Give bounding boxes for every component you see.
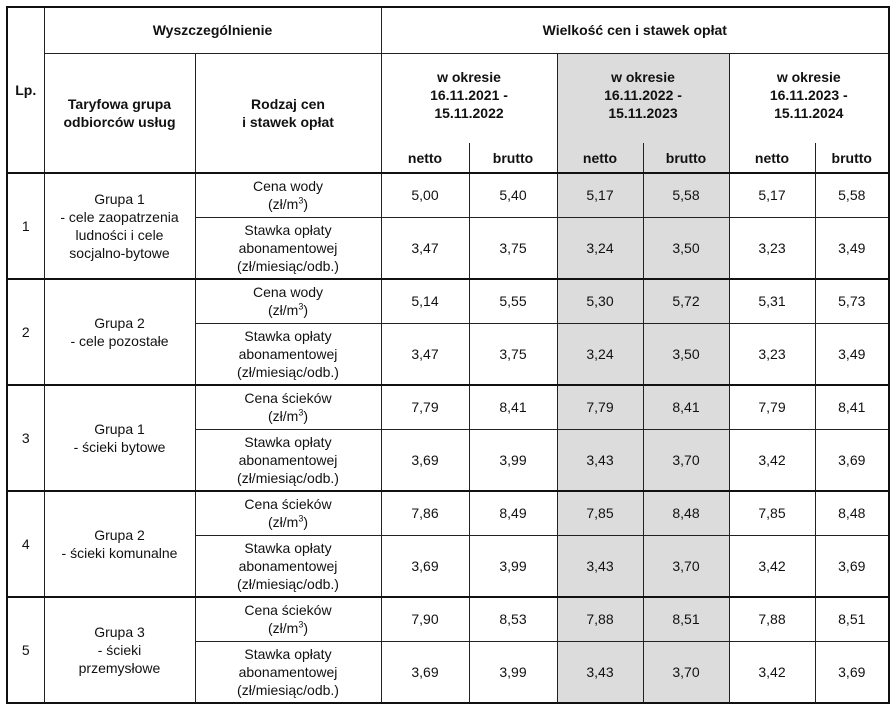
value-netto: 5,30 [557,279,643,323]
unit-text: (zł/m [267,514,299,531]
tariff-table-container [6,6,890,704]
value-netto: 3,23 [729,217,815,279]
header-taryfowa-line: odbiorców usług [63,113,176,130]
group-line: - cele pozostałe [70,333,169,349]
header-taryfowa-grupa [44,53,195,173]
header-period-1 [381,53,557,143]
period-line: 15.11.2023 [608,104,678,121]
value-netto: 3,43 [557,641,643,703]
unit-line [198,301,379,319]
value-brutto: 3,70 [643,429,729,491]
value-brutto: 3,70 [643,535,729,597]
row-lp: 3 [7,385,44,491]
group-line: Grupa 1 [94,421,145,437]
value-netto: 3,23 [729,323,815,385]
group-line: - ścieki bytowe [73,439,166,455]
value-brutto: 5,58 [643,173,729,217]
value-brutto: 3,49 [815,217,889,279]
price-label [195,491,381,535]
label-line: Cena wody [252,178,324,195]
unit-text: (zł/m [267,408,299,425]
row-lp: 2 [7,279,44,385]
value-brutto: 3,69 [815,429,889,491]
value-brutto: 5,55 [469,279,557,323]
group-line: Grupa 3 [94,624,145,640]
value-netto: 7,79 [557,385,643,429]
value-brutto: 3,75 [469,217,557,279]
group-line: Grupa 2 [94,527,145,543]
fee-label [195,641,381,703]
row-group [44,279,195,385]
period-line: 15.11.2022 [434,104,504,121]
label-line: (zł/miesiąc/odb.) [237,363,339,380]
value-brutto: 3,69 [815,641,889,703]
group-line: ludności i cele [75,227,164,243]
group-line: - cele zaopatrzenia [60,209,179,225]
label-line: Stawka opłaty [244,539,332,556]
header-period-2 [557,53,729,143]
unit-line [198,195,379,213]
value-netto: 5,17 [729,173,815,217]
value-netto: 5,14 [381,279,469,323]
row-lp: 1 [7,173,44,279]
label-line: (zł/miesiąc/odb.) [237,575,339,592]
value-netto: 5,17 [557,173,643,217]
period-line: 16.11.2023 - [769,86,848,103]
value-netto: 7,88 [557,597,643,641]
value-netto: 3,43 [557,535,643,597]
value-netto: 3,47 [381,217,469,279]
price-label [195,279,381,323]
fee-label [195,323,381,385]
group-line: Grupa 2 [94,315,145,331]
group-line: socjalno-bytowe [69,245,170,261]
unit-text: (zł/m [267,196,299,213]
header-rodzaj-line: i stawek opłat [242,113,334,130]
fee-label [195,429,381,491]
table-body [7,173,889,703]
row-group [44,491,195,597]
table-row [7,173,889,217]
label-line: Stawka opłaty [244,433,332,450]
header-rodzaj-cen [195,53,381,173]
unit-exponent: 3 [298,513,304,524]
group-line: przemysłowe [78,660,161,676]
unit-line [198,513,379,531]
value-brutto: 3,50 [643,217,729,279]
period-line: w okresie [776,68,841,85]
label-line: abonamentowej [238,557,338,574]
value-brutto: 3,99 [469,535,557,597]
value-netto: 3,24 [557,323,643,385]
header-netto: netto [729,143,815,173]
value-brutto: 8,51 [815,597,889,641]
unit-close: ) [303,620,308,637]
value-netto: 3,47 [381,323,469,385]
value-netto: 3,69 [381,429,469,491]
value-brutto: 3,69 [815,535,889,597]
value-netto: 3,42 [729,641,815,703]
header-taryfowa-line: Taryfowa grupa [67,95,172,112]
header-netto: netto [381,143,469,173]
value-brutto: 3,99 [469,641,557,703]
value-brutto: 3,50 [643,323,729,385]
label-line: abonamentowej [238,663,338,680]
header-rodzaj-line: Rodzaj cen [251,95,325,112]
price-label [195,173,381,217]
value-brutto: 8,41 [815,385,889,429]
row-lp: 4 [7,491,44,597]
group-line: - ścieki [97,642,142,658]
value-netto: 3,69 [381,641,469,703]
value-netto: 7,79 [381,385,469,429]
row-group [44,597,195,703]
value-netto: 7,85 [557,491,643,535]
label-line: Cena wody [252,284,324,301]
group-line: - ścieki komunalne [61,545,178,561]
period-line: w okresie [611,68,675,85]
label-line: Cena ścieków [244,496,332,513]
fee-label [195,217,381,279]
value-brutto: 8,53 [469,597,557,641]
header-netto: netto [557,143,643,173]
unit-close: ) [303,196,308,213]
value-brutto: 5,73 [815,279,889,323]
label-line: Cena ścieków [244,602,332,619]
label-line: Stawka opłaty [244,221,332,238]
header-wielkosc: Wielkość cen i stawek opłat [381,7,889,53]
label-line: Stawka opłaty [244,645,332,662]
price-label [195,597,381,641]
value-netto: 3,43 [557,429,643,491]
value-brutto: 5,72 [643,279,729,323]
unit-line [198,619,379,637]
header-lp: Lp. [7,7,44,173]
unit-line [198,407,379,425]
header-brutto: brutto [643,143,729,173]
label-line: (zł/miesiąc/odb.) [237,469,339,486]
value-brutto: 5,58 [815,173,889,217]
period-line: 16.11.2022 - [604,86,682,103]
header-period-3 [729,53,889,143]
tariff-table [6,6,890,704]
value-brutto: 3,75 [469,323,557,385]
value-brutto: 8,48 [643,491,729,535]
value-brutto: 8,48 [815,491,889,535]
row-group [44,385,195,491]
fee-label [195,535,381,597]
row-lp: 5 [7,597,44,703]
value-brutto: 8,51 [643,597,729,641]
value-brutto: 3,99 [469,429,557,491]
label-line: abonamentowej [238,451,338,468]
value-netto: 7,90 [381,597,469,641]
unit-close: ) [303,514,308,531]
table-row [7,597,889,641]
unit-close: ) [303,408,308,425]
value-netto: 3,69 [381,535,469,597]
header-brutto: brutto [815,143,889,173]
table-row [7,385,889,429]
label-line: Cena ścieków [244,390,332,407]
header-brutto: brutto [469,143,557,173]
group-line: Grupa 1 [94,191,145,207]
value-brutto: 3,70 [643,641,729,703]
label-line: (zł/miesiąc/odb.) [237,257,339,274]
row-group [44,173,195,279]
value-brutto: 3,49 [815,323,889,385]
value-netto: 7,79 [729,385,815,429]
value-netto: 3,42 [729,535,815,597]
header-wyszczegolnienie: Wyszczególnienie [44,7,381,53]
value-brutto: 8,41 [469,385,557,429]
price-label [195,385,381,429]
label-line: (zł/miesiąc/odb.) [237,681,339,698]
value-brutto: 5,40 [469,173,557,217]
label-line: Stawka opłaty [244,327,332,344]
value-netto: 5,00 [381,173,469,217]
period-line: 15.11.2024 [774,104,844,121]
value-netto: 3,42 [729,429,815,491]
unit-exponent: 3 [298,195,304,206]
value-netto: 7,88 [729,597,815,641]
value-netto: 3,24 [557,217,643,279]
value-netto: 7,86 [381,491,469,535]
label-line: abonamentowej [238,345,338,362]
table-header [7,7,889,173]
value-brutto: 8,41 [643,385,729,429]
label-line: abonamentowej [238,239,338,256]
value-netto: 7,85 [729,491,815,535]
value-netto: 5,31 [729,279,815,323]
period-line: w okresie [437,68,501,85]
unit-exponent: 3 [298,407,304,418]
unit-text: (zł/m [267,302,299,319]
value-brutto: 8,49 [469,491,557,535]
unit-exponent: 3 [298,301,304,312]
unit-close: ) [303,302,308,319]
unit-text: (zł/m [267,620,299,637]
table-row [7,491,889,535]
period-line: 16.11.2021 - [430,86,508,103]
unit-exponent: 3 [298,619,304,630]
table-row [7,279,889,323]
